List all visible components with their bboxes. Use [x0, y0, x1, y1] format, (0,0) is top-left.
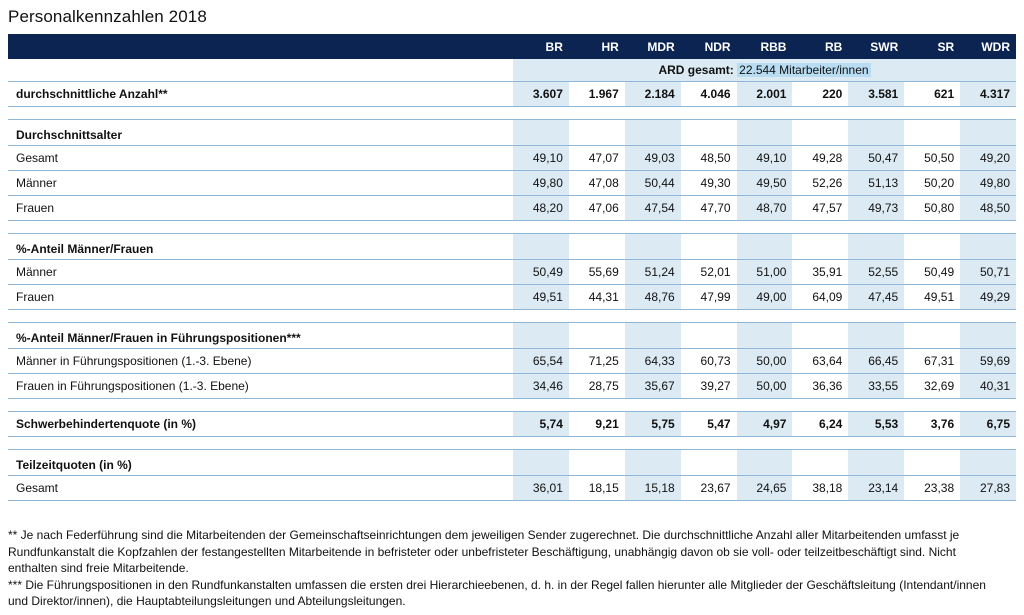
empty-cell — [569, 450, 625, 476]
spacer-row — [8, 399, 1016, 412]
footnote-2: *** Die Führungspositionen in den Rundfunkanstalten umfassen die ersten drei Hierarchieebenen, d. h. in der Regel fallen hierunter alle Mitglieder der Geschäftsleitung (Intendant/innen und Direktor/innen), die Hauptabteilungsleitungen und Abteilungsleitungen. — [8, 577, 986, 608]
row-label: Frauen — [8, 285, 513, 310]
cell-wdr: 27,83 — [960, 476, 1016, 501]
spacer-cell — [8, 310, 1016, 323]
cell-swr: 49,73 — [848, 196, 904, 221]
cell-wdr: 49,20 — [960, 146, 1016, 171]
empty-cell — [960, 450, 1016, 476]
column-header-rb: RB — [792, 34, 848, 59]
cell-swr: 47,45 — [848, 285, 904, 310]
cell-br: 50,49 — [513, 260, 569, 285]
row-label: Männer — [8, 171, 513, 196]
cell-wdr: 59,69 — [960, 349, 1016, 374]
cell-mdr: 48,76 — [625, 285, 681, 310]
cell-sr: 50,50 — [904, 146, 960, 171]
cell-hr: 9,21 — [569, 412, 625, 437]
empty-cell — [904, 323, 960, 349]
leadership-row — [8, 374, 1016, 399]
cell-wdr: 49,29 — [960, 285, 1016, 310]
spacer-cell — [8, 399, 1016, 412]
cell-hr: 47,06 — [569, 196, 625, 221]
age-row — [8, 196, 1016, 221]
empty-cell — [904, 234, 960, 260]
header-row — [8, 34, 1016, 59]
section-heading: %-Anteil Männer/Frauen in Führungspositionen*** — [8, 323, 513, 349]
empty-cell — [792, 323, 848, 349]
empty-cell — [513, 323, 569, 349]
cell-br: 5,74 — [513, 412, 569, 437]
page-title: Personalkennzahlen 2018 — [8, 7, 207, 26]
cell-ndr: 47,99 — [681, 285, 737, 310]
cell-mdr: 47,54 — [625, 196, 681, 221]
cell-rb: 220 — [792, 82, 848, 107]
empty-cell — [792, 234, 848, 260]
cell-br: 34,46 — [513, 374, 569, 399]
cell-hr: 1.967 — [569, 82, 625, 107]
empty-cell — [848, 234, 904, 260]
cell-swr: 5,53 — [848, 412, 904, 437]
age-row — [8, 146, 1016, 171]
empty-cell — [792, 450, 848, 476]
empty-cell — [513, 450, 569, 476]
cell-swr: 23,14 — [848, 476, 904, 501]
empty-cell — [625, 234, 681, 260]
cell-br: 49,10 — [513, 146, 569, 171]
cell-hr: 47,08 — [569, 171, 625, 196]
cell-sr: 32,69 — [904, 374, 960, 399]
header-blank — [8, 34, 513, 59]
ard-blank — [8, 59, 513, 82]
empty-cell — [960, 323, 1016, 349]
empty-cell — [737, 120, 793, 146]
cell-swr: 50,47 — [848, 146, 904, 171]
cell-rbb: 24,65 — [737, 476, 793, 501]
cell-rbb: 4,97 — [737, 412, 793, 437]
disabled-quota-row — [8, 412, 1016, 437]
row-label: durchschnittliche Anzahl** — [8, 82, 513, 107]
cell-rb: 64,09 — [792, 285, 848, 310]
personnel-table — [8, 34, 1016, 501]
section-heading: %-Anteil Männer/Frauen — [8, 234, 513, 260]
cell-rbb: 50,00 — [737, 349, 793, 374]
cell-swr: 52,55 — [848, 260, 904, 285]
column-header-hr: HR — [569, 34, 625, 59]
column-header-swr: SWR — [848, 34, 904, 59]
cell-wdr: 48,50 — [960, 196, 1016, 221]
cell-rb: 47,57 — [792, 196, 848, 221]
cell-sr: 50,80 — [904, 196, 960, 221]
cell-ndr: 60,73 — [681, 349, 737, 374]
section-parttime — [8, 450, 1016, 476]
column-header-br: BR — [513, 34, 569, 59]
cell-ndr: 49,30 — [681, 171, 737, 196]
empty-cell — [848, 450, 904, 476]
empty-cell — [513, 120, 569, 146]
cell-hr: 44,31 — [569, 285, 625, 310]
row-label: Männer — [8, 260, 513, 285]
cell-mdr: 35,67 — [625, 374, 681, 399]
cell-mdr: 5,75 — [625, 412, 681, 437]
cell-hr: 71,25 — [569, 349, 625, 374]
cell-wdr: 6,75 — [960, 412, 1016, 437]
footnotes — [8, 527, 1008, 610]
section-heading: Teilzeitquoten (in %) — [8, 450, 513, 476]
leadership-row — [8, 349, 1016, 374]
section-heading: Durchschnittsalter — [8, 120, 513, 146]
column-header-ndr: NDR — [681, 34, 737, 59]
cell-mdr: 51,24 — [625, 260, 681, 285]
cell-sr: 67,31 — [904, 349, 960, 374]
cell-mdr: 64,33 — [625, 349, 681, 374]
empty-cell — [681, 323, 737, 349]
cell-mdr: 49,03 — [625, 146, 681, 171]
cell-hr: 18,15 — [569, 476, 625, 501]
cell-ndr: 5,47 — [681, 412, 737, 437]
age-row — [8, 171, 1016, 196]
cell-ndr: 23,67 — [681, 476, 737, 501]
cell-rb: 6,24 — [792, 412, 848, 437]
cell-hr: 47,07 — [569, 146, 625, 171]
cell-mdr: 50,44 — [625, 171, 681, 196]
cell-rbb: 50,00 — [737, 374, 793, 399]
ard-total-value: 22.544 Mitarbeiter/innen — [739, 63, 869, 77]
empty-cell — [681, 234, 737, 260]
row-label: Männer in Führungspositionen (1.-3. Ebene) — [8, 349, 513, 374]
footnote-1: ** Je nach Federführung sind die Mitarbeitenden der Gemeinschaftseinrichtungen dem jeweiligen Sender zugerechnet. Die durchschnittliche Anzahl aller Mitarbeitenden umfasst je Rundfunkanstalt die Kopfzahlen der festangestellten Mitarbeitende in befristeter oder unbefristeter Beschäftigung, unabhängig davon ob sie voll- oder teilzeitbeschäftigt sind. Nicht enthalten sind freie Mitarbeitende. — [8, 528, 960, 575]
cell-swr: 66,45 — [848, 349, 904, 374]
cell-ndr: 52,01 — [681, 260, 737, 285]
cell-rb: 63,64 — [792, 349, 848, 374]
column-header-rbb: RBB — [737, 34, 793, 59]
empty-cell — [960, 120, 1016, 146]
cell-ndr: 4.046 — [681, 82, 737, 107]
cell-mdr: 2.184 — [625, 82, 681, 107]
cell-sr: 621 — [904, 82, 960, 107]
empty-cell — [960, 234, 1016, 260]
cell-sr: 49,51 — [904, 285, 960, 310]
cell-hr: 55,69 — [569, 260, 625, 285]
spacer-row — [8, 107, 1016, 120]
ard-total-label: ARD gesamt: — [658, 63, 738, 77]
empty-cell — [904, 450, 960, 476]
empty-cell — [737, 323, 793, 349]
empty-cell — [569, 234, 625, 260]
section-share — [8, 234, 1016, 260]
cell-wdr: 40,31 — [960, 374, 1016, 399]
ard-total-cell — [513, 59, 1016, 82]
cell-rb: 38,18 — [792, 476, 848, 501]
cell-wdr: 50,71 — [960, 260, 1016, 285]
cell-mdr: 15,18 — [625, 476, 681, 501]
cell-rb: 52,26 — [792, 171, 848, 196]
ard-total-row — [8, 59, 1016, 82]
empty-cell — [904, 120, 960, 146]
empty-cell — [737, 450, 793, 476]
empty-cell — [569, 120, 625, 146]
empty-cell — [625, 120, 681, 146]
cell-br: 49,51 — [513, 285, 569, 310]
cell-wdr: 4.317 — [960, 82, 1016, 107]
empty-cell — [513, 234, 569, 260]
empty-cell — [848, 323, 904, 349]
cell-rbb: 49,50 — [737, 171, 793, 196]
cell-rbb: 2.001 — [737, 82, 793, 107]
cell-rbb: 51,00 — [737, 260, 793, 285]
column-header-sr: SR — [904, 34, 960, 59]
cell-rb: 35,91 — [792, 260, 848, 285]
cell-swr: 3.581 — [848, 82, 904, 107]
cell-br: 36,01 — [513, 476, 569, 501]
row-label: Frauen in Führungspositionen (1.-3. Ebene) — [8, 374, 513, 399]
spacer-cell — [8, 437, 1016, 450]
empty-cell — [848, 120, 904, 146]
cell-ndr: 47,70 — [681, 196, 737, 221]
cell-rbb: 48,70 — [737, 196, 793, 221]
column-header-mdr: MDR — [625, 34, 681, 59]
cell-swr: 51,13 — [848, 171, 904, 196]
cell-swr: 33,55 — [848, 374, 904, 399]
spacer-cell — [8, 107, 1016, 120]
share-row — [8, 260, 1016, 285]
spacer-cell — [8, 221, 1016, 234]
cell-br: 3.607 — [513, 82, 569, 107]
cell-ndr: 48,50 — [681, 146, 737, 171]
cell-rbb: 49,10 — [737, 146, 793, 171]
cell-hr: 28,75 — [569, 374, 625, 399]
empty-cell — [792, 120, 848, 146]
row-label: Frauen — [8, 196, 513, 221]
empty-cell — [681, 120, 737, 146]
empty-cell — [569, 323, 625, 349]
row-label: Schwerbehindertenquote (in %) — [8, 412, 513, 437]
cell-rb: 36,36 — [792, 374, 848, 399]
empty-cell — [737, 234, 793, 260]
empty-cell — [625, 323, 681, 349]
avg-count-row — [8, 82, 1016, 107]
cell-wdr: 49,80 — [960, 171, 1016, 196]
row-label: Gesamt — [8, 476, 513, 501]
cell-br: 48,20 — [513, 196, 569, 221]
empty-cell — [681, 450, 737, 476]
parttime-row — [8, 476, 1016, 501]
cell-sr: 3,76 — [904, 412, 960, 437]
spacer-row — [8, 437, 1016, 450]
cell-sr: 50,49 — [904, 260, 960, 285]
section-leadership — [8, 323, 1016, 349]
spacer-row — [8, 221, 1016, 234]
row-label: Gesamt — [8, 146, 513, 171]
cell-ndr: 39,27 — [681, 374, 737, 399]
empty-cell — [625, 450, 681, 476]
cell-sr: 50,20 — [904, 171, 960, 196]
cell-sr: 23,38 — [904, 476, 960, 501]
cell-rbb: 49,00 — [737, 285, 793, 310]
cell-br: 65,54 — [513, 349, 569, 374]
spacer-row — [8, 310, 1016, 323]
column-header-wdr: WDR — [960, 34, 1016, 59]
section-age — [8, 120, 1016, 146]
cell-rb: 49,28 — [792, 146, 848, 171]
cell-br: 49,80 — [513, 171, 569, 196]
share-row — [8, 285, 1016, 310]
